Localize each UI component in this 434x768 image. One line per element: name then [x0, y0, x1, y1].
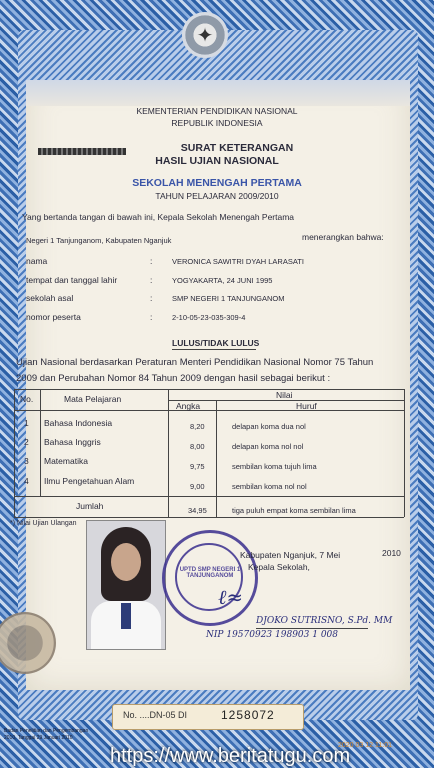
declare-text: menerangkan bahwa: — [302, 232, 384, 242]
republic-name: REPUBLIK INDONESIA — [171, 118, 263, 128]
row-no: 2 — [24, 437, 29, 447]
garuda-emblem-icon: ✦ — [182, 12, 228, 58]
table-header-huruf: Huruf — [296, 401, 317, 411]
total-angka: 34,95 — [188, 506, 207, 515]
school-location: Negeri 1 Tanjunganom, Kabupaten Nganjuk — [26, 236, 172, 245]
place-year: 2010 — [382, 548, 401, 558]
row-huruf: delapan koma nol nol — [232, 442, 304, 451]
school-level: SEKOLAH MENENGAH PERTAMA — [132, 177, 302, 189]
field-value: 2-10-05-23-035-309-4 — [172, 313, 246, 322]
field-label: nomor peserta — [26, 312, 81, 322]
row-angka: 9,75 — [190, 462, 205, 471]
doc-title: SURAT KETERANGAN — [180, 142, 294, 154]
field-colon: : — [150, 275, 153, 285]
row-angka: 9,00 — [190, 482, 205, 491]
ministry-name: KEMENTERIAN PENDIDIKAN NASIONAL — [136, 106, 298, 116]
academic-year: TAHUN PELAJARAN 2009/2010 — [155, 191, 279, 201]
footer-line: Badan Penelitian dan Pengembangan — [4, 728, 89, 734]
watermark-link[interactable]: https://www.beritatugu.com — [110, 745, 351, 767]
table-header-nilai: Nilai — [276, 390, 293, 400]
row-no: 1 — [24, 418, 29, 428]
signature-icon: ℓ≈ — [218, 585, 244, 609]
place-date: Kabupaten Nganjuk, 7 Mei — [240, 550, 341, 560]
head-title: Kepala Sekolah, — [248, 562, 310, 572]
table-header-no: No. — [20, 394, 34, 404]
result-underline — [172, 349, 256, 350]
row-no: 4 — [24, 476, 29, 486]
head-nip: NIP 19570923 198903 1 008 — [206, 630, 338, 640]
table-header-subject: Mata Pelajaran — [64, 394, 122, 404]
field-colon: : — [150, 256, 153, 266]
footer-text — [4, 728, 88, 742]
row-no: 3 — [24, 456, 29, 466]
row-subject: Bahasa Indonesia — [44, 418, 113, 428]
result-status: LULUS/TIDAK LULUS — [172, 338, 260, 348]
school-stamp — [162, 530, 258, 626]
row-huruf: sembilan koma nol nol — [232, 482, 307, 491]
field-label: tempat dan tanggal lahir — [26, 275, 118, 285]
head-name: DJOKO SUTRISNO, S.Pd. MM — [256, 616, 393, 626]
serial-prefix: No. ....DN-05 DI — [123, 710, 188, 720]
total-label: Jumlah — [76, 501, 104, 511]
field-label: nama — [26, 256, 48, 266]
field-colon: : — [150, 312, 153, 322]
row-subject: Matematika — [44, 456, 88, 466]
field-colon: : — [150, 293, 153, 303]
doc-subtitle: HASIL UJIAN NASIONAL — [155, 155, 279, 167]
row-angka: 8,20 — [190, 422, 205, 431]
row-angka: 8,00 — [190, 442, 205, 451]
field-value: VERONICA SAWITRI DYAH LARASATI — [172, 257, 304, 266]
serial-number: 1258072 — [221, 708, 275, 722]
field-value: SMP NEGERI 1 TANJUNGANOM — [172, 294, 285, 303]
body-text-2: 2009 dan Perubahan Nomor 84 Tahun 2009 dengan hasil sebagai berikut : — [16, 373, 331, 384]
table-header-angka: Angka — [176, 401, 201, 411]
top-stripe — [26, 80, 410, 106]
footer-line: 2010, Tanggal 29 Januari 2010 — [4, 735, 73, 741]
photo-timestamp: 2020 03 12 11:01 — [338, 742, 392, 749]
footnote: *) Nilai Ujian Ulangan — [10, 520, 77, 527]
total-huruf: tiga puluh empat koma sembilan lima — [232, 506, 356, 515]
student-photo — [86, 520, 166, 650]
field-label: sekolah asal — [26, 293, 74, 303]
body-text-1: Ujian Nasional berdasarkan Peraturan Menteri Pendidikan Nasional Nomor 75 Tahun — [16, 357, 374, 368]
intro-text: Yang bertanda tangan di bawah ini, Kepala Sekolah Menengah Pertama — [22, 212, 295, 222]
row-subject: Ilmu Pengetahuan Alam — [44, 476, 135, 486]
row-subject: Bahasa Inggris — [44, 437, 101, 447]
field-value: YOGYAKARTA, 24 JUNI 1995 — [172, 276, 273, 285]
row-huruf: sembilan koma tujuh lima — [232, 462, 317, 471]
stamp-text: UPTD SMP NEGERI 1 TANJUNGANOM — [179, 567, 241, 579]
row-huruf: delapan koma dua nol — [232, 422, 306, 431]
serial-box — [112, 704, 304, 730]
